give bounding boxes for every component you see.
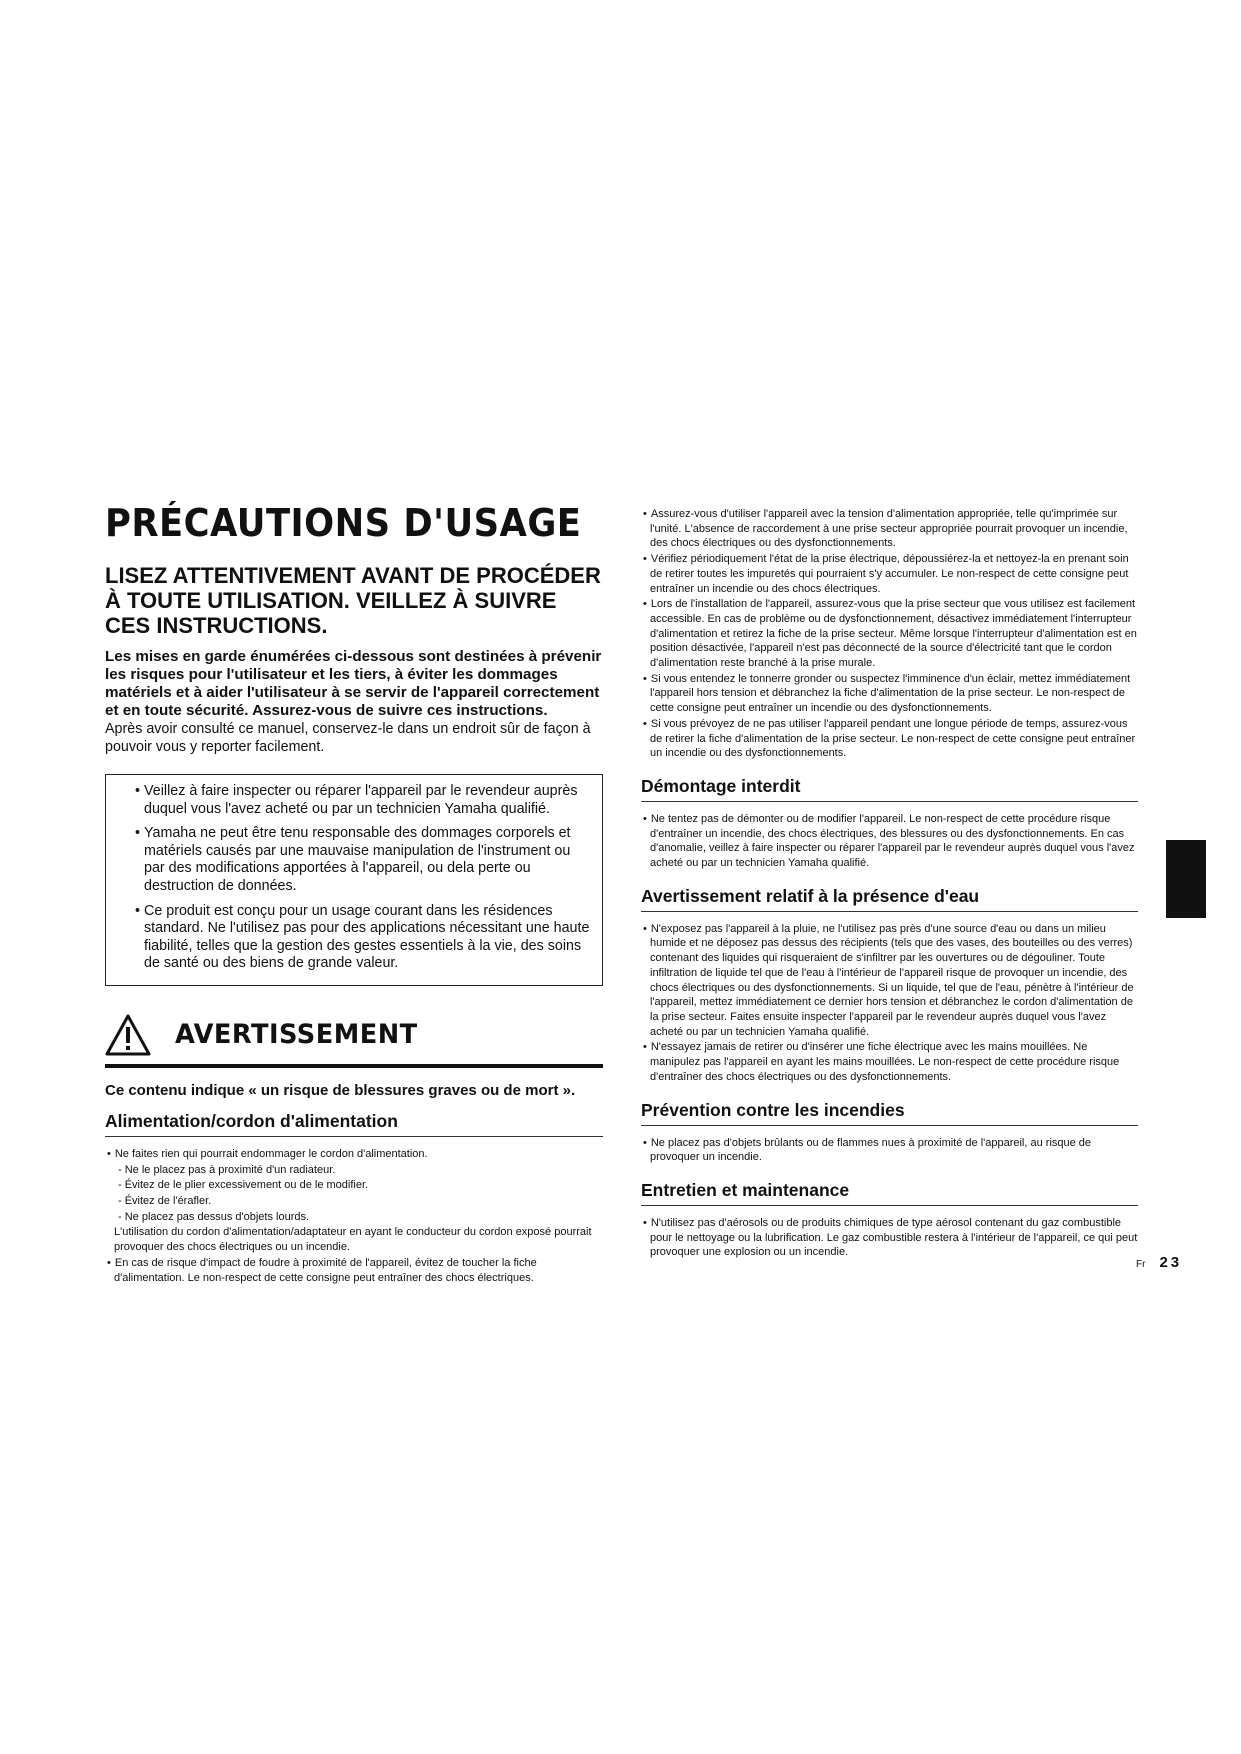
page-number: 23 <box>1159 1254 1183 1271</box>
language-label: Fr <box>1136 1259 1146 1270</box>
fire-section <box>641 1136 1138 1165</box>
notice-box <box>105 774 603 986</box>
power-continued-section <box>641 507 1138 761</box>
list-item: • Ne tentez pas de démonter ou de modifier l'appareil. Le non-respect de cette procédure risque d'entraîner un incendie, des chocs électriques, des blessures ou des dysfonctionnements. En cas d'anomalie, veillez à faire inspecter ou réparer l'appareil par le revendeur auprès duquel vous l'avez acheté ou par un technicien Yamaha qualifié. <box>641 812 1138 871</box>
list-item: - Ne placez pas dessus d'objets lourds. <box>118 1210 310 1223</box>
list-item: L'utilisation du cordon d'alimentation/adaptateur en ayant le conducteur du cordon exposé pourrait provoquer des chocs électriques ou un incendie. <box>114 1226 592 1254</box>
list-item: • Ne faites rien qui pourrait endommager le cordon d'alimentation. <box>105 1147 603 1162</box>
warning-rule <box>105 1064 603 1068</box>
power-section <box>105 1147 603 1285</box>
list-item: • N'utilisez pas d'aérosols ou de produits chimiques de type aérosol contenant du gaz combustible pour le nettoyage ou la lubrification. Le gaz combustible restera à l'intérieur de l'appareil, ce qui peut provoquer une explosion ou un incendie. <box>641 1216 1138 1260</box>
list-item: - Ne le placez pas à proximité d'un radiateur. <box>118 1163 336 1176</box>
notice-item: • Yamaha ne peut être tenu responsable des dommages corporels et matériels causés par une mauvaise manipulation de l'instrument ou par des modifications apportées à l'appareil, ou dela perte ou destruction de données. <box>130 825 590 895</box>
warning-title: AVERTISSEMENT <box>175 1019 418 1051</box>
intro-text: Après avoir consulté ce manuel, conservez-le dans un endroit sûr de façon à pouvoir vous y reporter facilement. <box>105 721 591 755</box>
left-column <box>105 500 603 1286</box>
notice-item: • Ce produit est conçu pour un usage courant dans les résidences standard. Ne l'utilisez pas pour des applications nécessitant une haute fiabilité, telles que la gestion des gestes essentiels à la vie, des soins de santé ou des biens de grande valeur. <box>130 903 590 973</box>
page-title: PRÉCAUTIONS D'USAGE <box>105 501 582 545</box>
right-column <box>641 507 1138 1261</box>
water-section <box>641 922 1138 1085</box>
section-heading-power: Alimentation/cordon d'alimentation <box>105 1110 603 1137</box>
warning-triangle-icon <box>105 1014 151 1056</box>
list-item: • Si vous prévoyez de ne pas utiliser l'appareil pendant une longue période de temps, assurez-vous de retirer la fiche d'alimentation de la prise secteur. Le non-respect de cette consigne peut entraîner un incendie ou des dysfonctionnements. <box>641 717 1138 761</box>
list-item: • Ne placez pas d'objets brûlants ou de flammes nues à proximité de l'appareil, au risque de provoquer un incendie. <box>641 1136 1138 1165</box>
list-item: • N'essayez jamais de retirer ou d'insérer une fiche électrique avec les mains mouillées. Ne manipulez pas l'appareil en ayant les mains mouillées. Le non-respect de cette procédure risque d'entraîner des chocs électriques ou des dysfonctionnements. <box>641 1040 1138 1084</box>
list-item: - Évitez de l'érafler. <box>118 1195 212 1208</box>
list-item: - Évitez de le plier excessivement ou de le modifier. <box>118 1179 369 1192</box>
list-item: • Lors de l'installation de l'appareil, assurez-vous que la prise secteur que vous utilisez est facilement accessible. En cas de problème ou de dysfonctionnement, désactivez immédiatement l'interrupteur d'alimentation et retirez la fiche de la prise secteur. Même lorsque l'interrupteur d'alimentation est en position désactivée, l'appareil n'est pas déconnecté de la source d'électricité tant que le cordon d'alimentation reste branché à la prise murale. <box>641 597 1138 671</box>
list-item: • N'exposez pas l'appareil à la pluie, ne l'utilisez pas près d'une source d'eau ou dans un milieu humide et ne déposez pas dessus des récipients (tels que des vases, des bouteilles ou des verres) contenant des liquides qui risqueraient de s'infiltrer par les ouvertures ou de dégouliner. Toute infiltration de liquide tel que de l'eau à l'intérieur de l'appareil risque de provoquer un incendie, des chocs électriques ou des dysfonctionnements. Si un liquide, tel que de l'eau, pénètre à l'intérieur de l'appareil, mettez immédiatement ce dernier hors tension et débranchez le cordon d'alimentation de la prise secteur. Faites ensuite inspecter l'appareil par le revendeur auprès duquel vous l'avez acheté ou par un technicien Yamaha qualifié. <box>641 922 1138 1040</box>
read-carefully-heading: LISEZ ATTENTIVEMENT AVANT DE PROCÉDER À TOUTE UTILISATION. VEILLEZ À SUIVRE CES INSTRUCTIONS. <box>105 563 601 638</box>
list-item: • Si vous entendez le tonnerre gronder ou suspectez l'imminence d'un éclair, mettez immédiatement l'appareil hors tension et débranchez la fiche d'alimentation de la prise secteur. Le non-respect de cette consigne peut entraîner un incendie ou des dysfonctionnements. <box>641 672 1138 716</box>
chapter-tab-marker <box>1166 840 1206 918</box>
notice-item: • Veillez à faire inspecter ou réparer l'appareil par le revendeur auprès duquel vous l'avez acheté ou par un technicien Yamaha qualifié. <box>130 783 590 818</box>
section-heading-dismantle: Démontage interdit <box>641 775 1138 802</box>
list-item: • En cas de risque d'impact de foudre à proximité de l'appareil, évitez de toucher la fiche d'alimentation. Le non-respect de cette consigne peut entraîner des chocs électriques. <box>105 1256 603 1285</box>
dismantle-section <box>641 812 1138 871</box>
warning-description: Ce contenu indique « un risque de blessures graves ou de mort ». <box>105 1081 576 1099</box>
section-heading-maintenance: Entretien et maintenance <box>641 1179 1138 1206</box>
list-item: • Vérifiez périodiquement l'état de la prise électrique, dépoussiérez-la et nettoyez-la en prenant soin de retirer toutes les impuretés qui pourraient s'y accumuler. Le non-respect de cette consigne peut entraîner un incendie ou des chocs électriques. <box>641 552 1138 596</box>
intro-bold-text: Les mises en garde énumérées ci-dessous sont destinées à prévenir les risques pour l'utilisateur et les tiers, à éviter les dommages matériels et à aider l'utilisateur à se servir de l'appareil correctement et en toute sécurité. Assurez-vous de suivre ces instructions. <box>105 648 602 719</box>
section-heading-water: Avertissement relatif à la présence d'eau <box>641 885 1138 912</box>
list-item: • Assurez-vous d'utiliser l'appareil avec la tension d'alimentation appropriée, telle qu'imprimée sur l'unité. L'absence de raccordement à une prise secteur appropriée pourrait provoquer un incendie, des chocs électriques ou des dysfonctionnements. <box>641 507 1138 551</box>
page-footer <box>1136 1254 1182 1271</box>
maintenance-section <box>641 1216 1138 1260</box>
section-heading-fire: Prévention contre les incendies <box>641 1099 1138 1126</box>
warning-header <box>105 1014 603 1056</box>
